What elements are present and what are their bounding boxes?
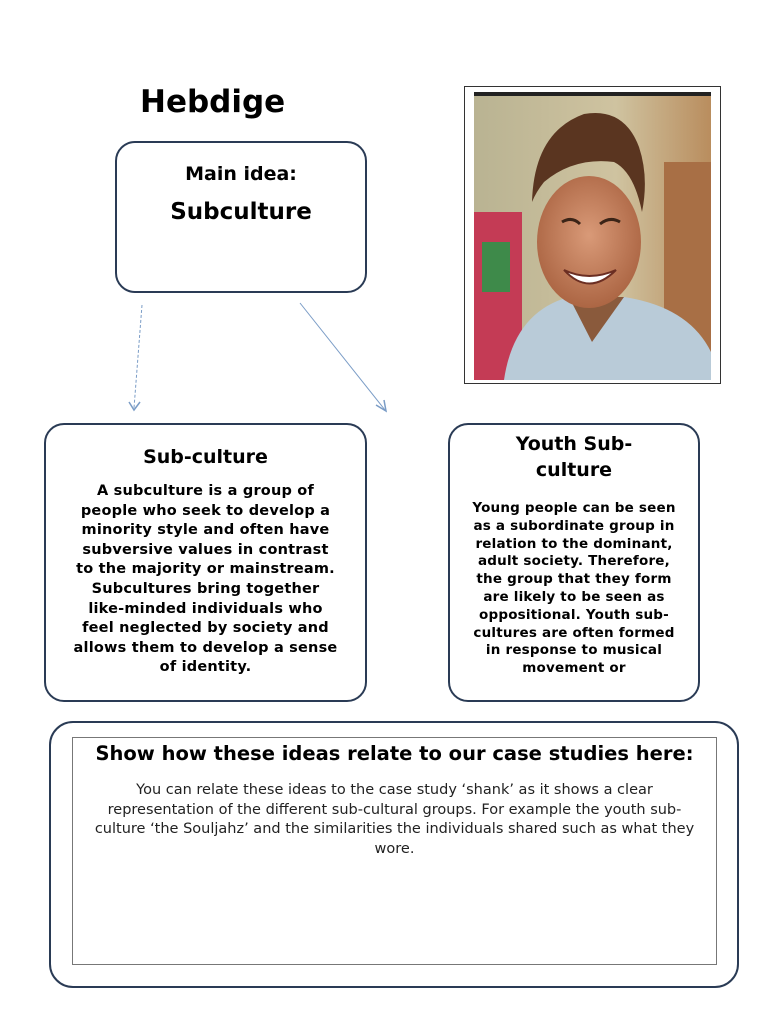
case-studies-inner — [72, 737, 717, 965]
main-idea-value: Subculture — [170, 199, 312, 225]
arrow-to-youth — [300, 303, 385, 410]
youth-subculture-heading: Youth Sub-culture — [515, 433, 633, 481]
main-idea-label: Main idea: — [185, 163, 297, 185]
page-title: Hebdige — [140, 84, 286, 120]
case-studies-box — [49, 721, 739, 988]
portrait-illustration — [474, 92, 711, 380]
arrowhead-subculture — [129, 402, 140, 410]
subculture-box — [44, 423, 367, 702]
arrow-to-subculture — [134, 305, 142, 408]
portrait-photo — [464, 86, 721, 384]
main-idea-box — [115, 141, 367, 293]
case-studies-heading: Show how these ideas relate to our case studies here: — [95, 742, 694, 765]
subculture-heading: Sub-culture — [143, 446, 268, 468]
subculture-body: A subculture is a group of people who seek to develop a minority style and often have subversive values in contrast to the majority or mainstream. Subcultures bring together like-minded individuals who feel neglected by society and allows them to develop a sense of identity. — [73, 483, 338, 676]
youth-subculture-body: Young people can be seen as a subordinate group in relation to the dominant, adult society. Therefore, the group that they form are likely to be seen as oppositional. Youth sub-cultures are often formed in response to musical movement or — [472, 500, 676, 677]
arrowhead-youth — [376, 400, 386, 411]
youth-subculture-box — [448, 423, 700, 702]
case-studies-body: You can relate these ideas to the case study ‘shank’ as it shows a clear representation of the different sub-cultural groups. For example the youth sub-culture ‘the Souljahz’ and the similarities the individuals shared such as what they wore. — [94, 782, 695, 857]
